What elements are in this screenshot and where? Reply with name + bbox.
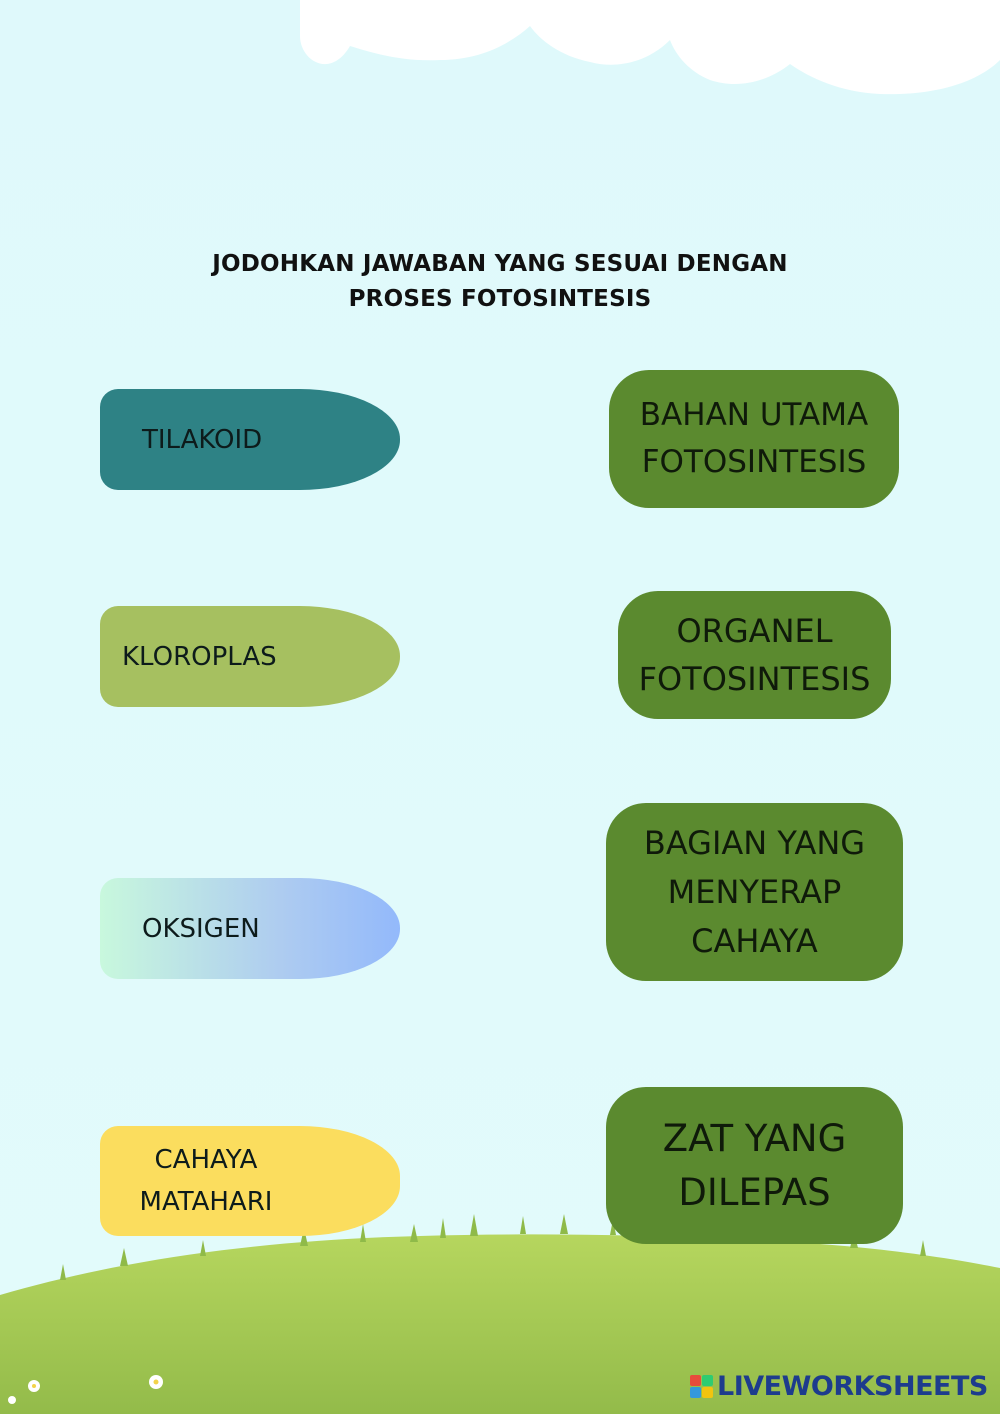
answer-line-2: FOTOSINTESIS (638, 660, 871, 698)
answer-bahan-utama[interactable] (609, 370, 899, 508)
answer-bagian-menyerap[interactable] (606, 803, 903, 981)
term-label: TILAKOID (142, 424, 263, 455)
term-label: KLOROPLAS (122, 641, 277, 672)
answer-line-2: MENYERAP (667, 872, 842, 911)
cloud-decoration (0, 0, 1000, 110)
term-label-line-1: CAHAYA (154, 1145, 258, 1175)
answer-organel[interactable] (618, 591, 891, 719)
answer-line-1: BAGIAN YANG (643, 823, 866, 862)
answer-line-1: ORGANEL (676, 612, 833, 650)
term-oksigen[interactable] (100, 878, 400, 979)
liveworksheets-logo-icon (690, 1375, 713, 1398)
title-line-1: JODOHKAN JAWABAN YANG SESUAI DENGAN (212, 251, 788, 277)
answer-zat-dilepas[interactable] (606, 1087, 903, 1244)
instruction-title (150, 247, 850, 317)
answer-line-1: ZAT YANG (662, 1116, 847, 1160)
term-tilakoid[interactable] (100, 389, 400, 490)
term-kloroplas[interactable] (100, 606, 400, 707)
title-line-2: PROSES FOTOSINTESIS (348, 286, 652, 312)
term-label: OKSIGEN (142, 913, 260, 944)
liveworksheets-brand[interactable] (690, 1371, 988, 1402)
answer-line-1: BAHAN UTAMA (639, 397, 869, 433)
term-cahaya-matahari[interactable] (100, 1126, 400, 1236)
brand-text: LIVEWORKSHEETS (717, 1371, 988, 1402)
answer-line-2: FOTOSINTESIS (641, 444, 867, 480)
answer-line-3: CAHAYA (691, 921, 818, 960)
answer-line-2: DILEPAS (678, 1170, 831, 1214)
term-label-line-2: MATAHARI (139, 1187, 273, 1217)
